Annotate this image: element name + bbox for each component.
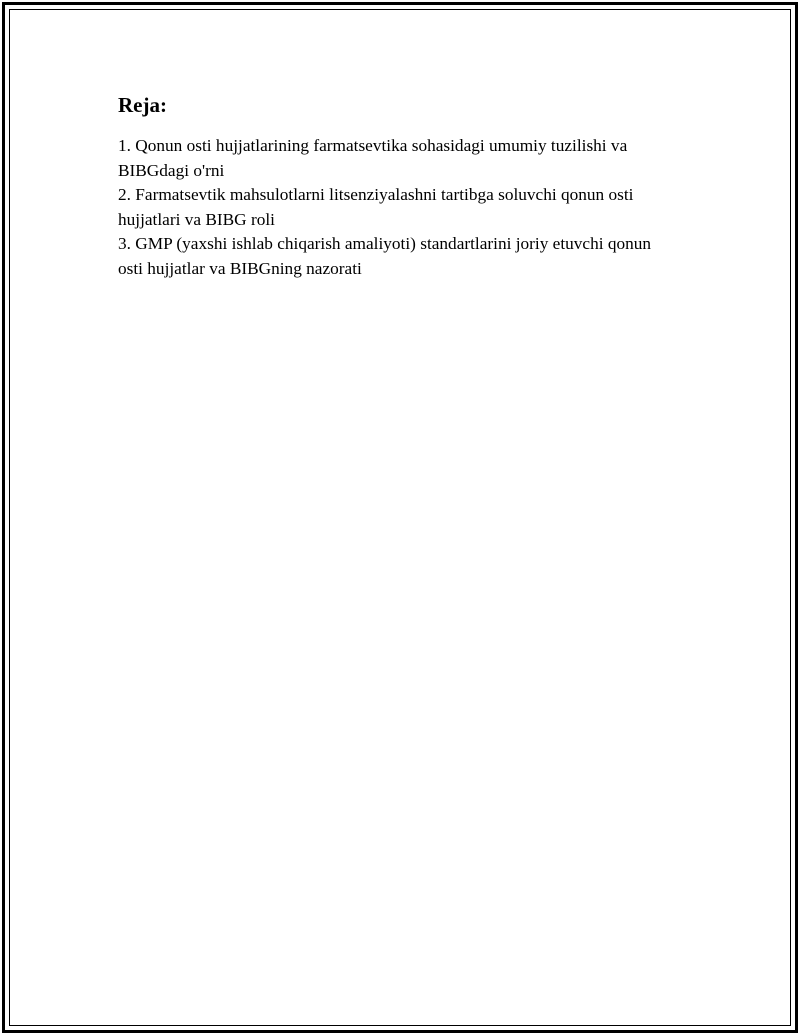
plan-item-2: 2. Farmatsevtik mahsulotlarni litsenziyalashni tartibga soluvchi qonun osti hujjatlari va BIBG roli <box>118 185 634 229</box>
plan-list <box>118 134 678 281</box>
plan-item-1: 1. Qonun osti hujjatlarining farmatsevtika sohasidagi umumiy tuzilishi va BIBGdagi o'rni <box>118 136 628 180</box>
document-content <box>118 92 678 281</box>
plan-heading: Reja: <box>118 93 167 117</box>
plan-item-3: 3. GMP (yaxshi ishlab chiqarish amaliyoti) standartlarini joriy etuvchi qonun osti hujjatlar va BIBGning nazorati <box>118 234 652 278</box>
